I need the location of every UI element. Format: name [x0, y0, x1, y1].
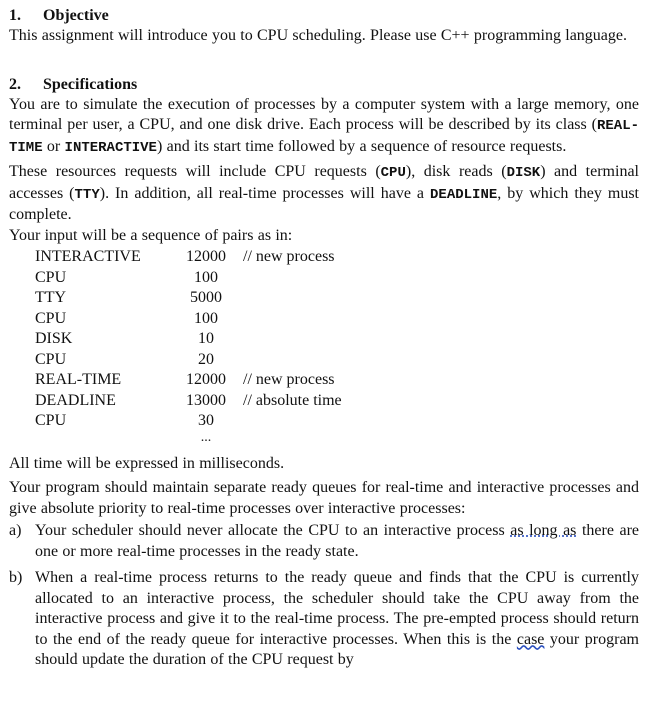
pair-value: 10 [198, 330, 214, 347]
input-intro: Your input will be a sequence of pairs as in: [9, 226, 293, 244]
para1-text-1: You are to simulate the execution of processes by a computer system with a large memory, one terminal per user, a CPU, and one disk drive. Each process will be described by its class ( [9, 95, 639, 133]
keyword-tty: TTY [74, 186, 100, 203]
item-a-text-1: Your scheduler should never allocate the CPU to an interactive process [35, 522, 511, 539]
pair-value: 20 [198, 350, 214, 368]
pair-key: INTERACTIVE [35, 248, 141, 265]
section-1-number: 1. [9, 7, 21, 24]
list-item-a [9, 521, 639, 562]
pairs-ellipsis [35, 429, 639, 445]
pair-row [35, 329, 342, 350]
pair-value: 100 [194, 268, 218, 286]
pair-row [35, 268, 342, 289]
pair-row [35, 350, 342, 371]
item-b-text-3: your program should update the duration of the CPU request by [35, 630, 639, 668]
pair-row [35, 247, 342, 268]
objective-text: This assignment will introduce you to CPU scheduling. Please use C++ programming language. [9, 27, 628, 44]
para2-text-5: , by which they must complete. [9, 184, 639, 223]
para1-text-3: ) and its start time followed by a sequence of resource requests. [156, 137, 567, 155]
time-note: All time will be expressed in milliseconds. [9, 454, 285, 472]
item-b-flagged-word: case [516, 630, 545, 648]
para2-text-3: ) and terminal accesses ( [9, 163, 639, 202]
pair-row [35, 309, 342, 330]
section-2-number: 2. [9, 75, 21, 93]
specifications-paragraph-1 [9, 95, 639, 159]
pair-value: 5000 [190, 289, 222, 306]
section-1-title: Objective [43, 7, 109, 24]
pair-key: CPU [35, 350, 67, 368]
pair-key: CPU [35, 268, 67, 286]
pair-key: CPU [35, 309, 67, 327]
pair-key: CPU [35, 412, 67, 429]
section-2-title: Specifications [43, 75, 138, 93]
pair-comment: // absolute time [239, 391, 342, 409]
pair-key: DEADLINE [35, 391, 116, 409]
pair-key: REAL-TIME [35, 371, 122, 388]
list-item-b [9, 568, 639, 671]
document-page [9, 6, 639, 671]
list-label-a: a) [9, 522, 22, 539]
pair-value: 12000 [186, 371, 226, 388]
list-text-a [35, 521, 639, 562]
item-b-text-1: When a real-time process returns to the ready queue and finds that the CPU is currently allocated to an interactive process, the scheduler should take the CPU away from the interactive process and give it to the real-time process. The pre-empted process should return to the end of the ready queue for interactive processes. When this is the [35, 569, 639, 648]
para2-text-1: These resources requests will include CPU requests ( [9, 163, 381, 180]
list-label-b: b) [9, 569, 23, 586]
para1-text-2: or [42, 137, 65, 155]
pair-key: TTY [35, 289, 67, 306]
keyword-cpu: CPU [380, 165, 406, 181]
keyword-deadline: DEADLINE [430, 186, 498, 203]
section-2-heading [9, 75, 639, 95]
pair-comment: // new process [239, 248, 335, 265]
section-1-heading [9, 6, 639, 26]
pair-row [35, 411, 342, 432]
ellipsis-text: ... [200, 429, 212, 445]
item-a-flagged-phrase: as long as [510, 522, 577, 539]
keyword-interactive: INTERACTIVE [64, 139, 157, 156]
input-pairs-table [35, 247, 342, 432]
ready-queues-paragraph: Your program should maintain separate ready queues for real-time and interactive processes and give absolute priority to real-time processes over interactive processes: [9, 479, 639, 517]
pair-value: 100 [194, 309, 218, 327]
para2-text-4: ). In addition, all real-time processes will have a [99, 184, 431, 202]
para2-text-2: ), disk reads ( [405, 163, 507, 180]
list-text-b [35, 568, 639, 671]
pair-row [35, 391, 342, 412]
specifications-paragraph-2 [9, 162, 639, 226]
item-a-text-3: there are one or more real-time processes in the ready state. [35, 522, 639, 560]
pair-row [35, 370, 342, 391]
pair-value: 13000 [186, 391, 226, 409]
pair-row [35, 288, 342, 309]
pair-key: DISK [35, 330, 73, 347]
pair-comment: // new process [239, 371, 335, 388]
pair-value: 30 [198, 412, 214, 429]
keyword-disk: DISK [506, 165, 541, 181]
pair-value: 12000 [186, 248, 226, 265]
keyword-real-time: REAL-TIME [9, 118, 639, 156]
